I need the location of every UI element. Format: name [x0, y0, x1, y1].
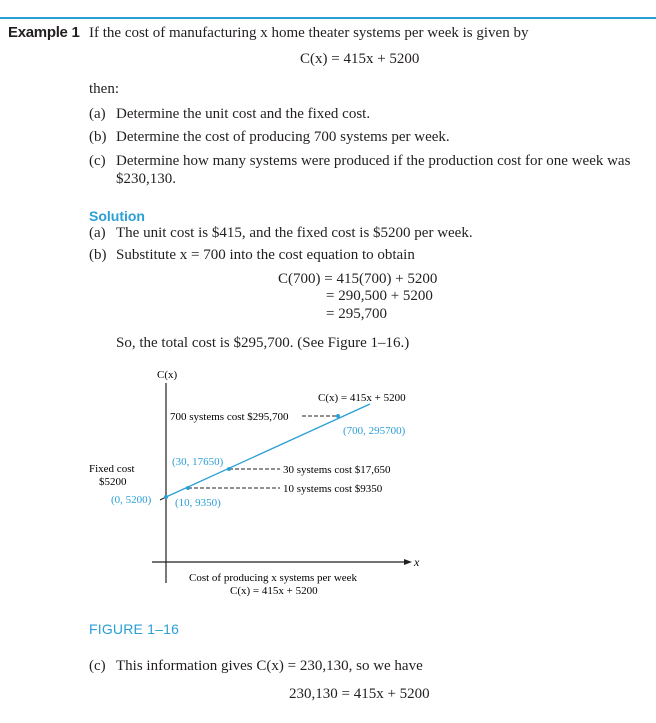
example-intro: If the cost of manufacturing x home theater systems per week is given by	[89, 25, 529, 41]
part-b-tag: (b)	[89, 129, 107, 145]
part-a-tag: (a)	[89, 106, 106, 122]
solution-b-text: Substitute x = 700 into the cost equation to obtain	[116, 247, 415, 263]
solution-heading: Solution	[89, 208, 145, 224]
part-c-tag: (c)	[89, 153, 106, 169]
part-c-text: Determine how many systems were produced if the production cost for one week was $230,130.	[116, 153, 631, 187]
top-rule	[0, 17, 656, 19]
calc-line-2: = 290,500 + 5200	[326, 288, 433, 304]
total-cost-text: So, the total cost is $295,700. (See Figure 1–16.)	[116, 335, 410, 351]
point-30	[227, 467, 231, 471]
fixed-cost-label-2: $5200	[99, 476, 127, 488]
point-30-label: (30, 17650)	[172, 456, 224, 468]
calc-line-3: = 295,700	[326, 306, 387, 322]
x-axis-label: x	[414, 555, 420, 569]
figure-caption: FIGURE 1–16	[89, 621, 180, 637]
calc-line-1: C(700) = 415(700) + 5200	[278, 271, 438, 287]
y-axis-label: C(x)	[157, 369, 178, 381]
line-label: C(x) = 415x + 5200	[318, 392, 406, 404]
then-text: then:	[89, 81, 119, 97]
example-label: Example 1	[8, 24, 80, 41]
x-axis-arrow	[404, 559, 412, 565]
part-a-text: Determine the unit cost and the fixed cost.	[116, 106, 371, 122]
solution-c-equation: 230,130 = 415x + 5200	[289, 686, 430, 702]
note-700: 700 systems cost $295,700	[170, 411, 289, 423]
point-700-label: (700, 295700)	[343, 425, 406, 437]
note-30: 30 systems cost $17,650	[283, 464, 391, 476]
point-10	[186, 486, 190, 490]
cost-function: C(x) = 415x + 5200	[300, 51, 420, 67]
point-0	[164, 495, 168, 499]
point-700	[336, 414, 340, 418]
point-0-label: (0, 5200)	[111, 494, 152, 506]
bottom-caption-1: Cost of producing x systems per week	[189, 572, 358, 584]
bottom-caption-2: C(x) = 415x + 5200	[230, 585, 318, 597]
solution-a-text: The unit cost is $415, and the fixed cost is $5200 per week.	[116, 225, 473, 241]
note-10: 10 systems cost $9350	[283, 483, 383, 495]
point-10-label: (10, 9350)	[175, 497, 221, 509]
fixed-cost-label-1: Fixed cost	[89, 463, 135, 475]
solution-c-text: This information gives C(x) = 230,130, so we have	[116, 658, 423, 674]
solution-b-tag: (b)	[89, 247, 107, 263]
cost-figure	[0, 360, 656, 610]
solution-a-tag: (a)	[89, 225, 106, 241]
solution-c-tag: (c)	[89, 658, 106, 674]
part-b-text: Determine the cost of producing 700 systems per week.	[116, 129, 450, 145]
